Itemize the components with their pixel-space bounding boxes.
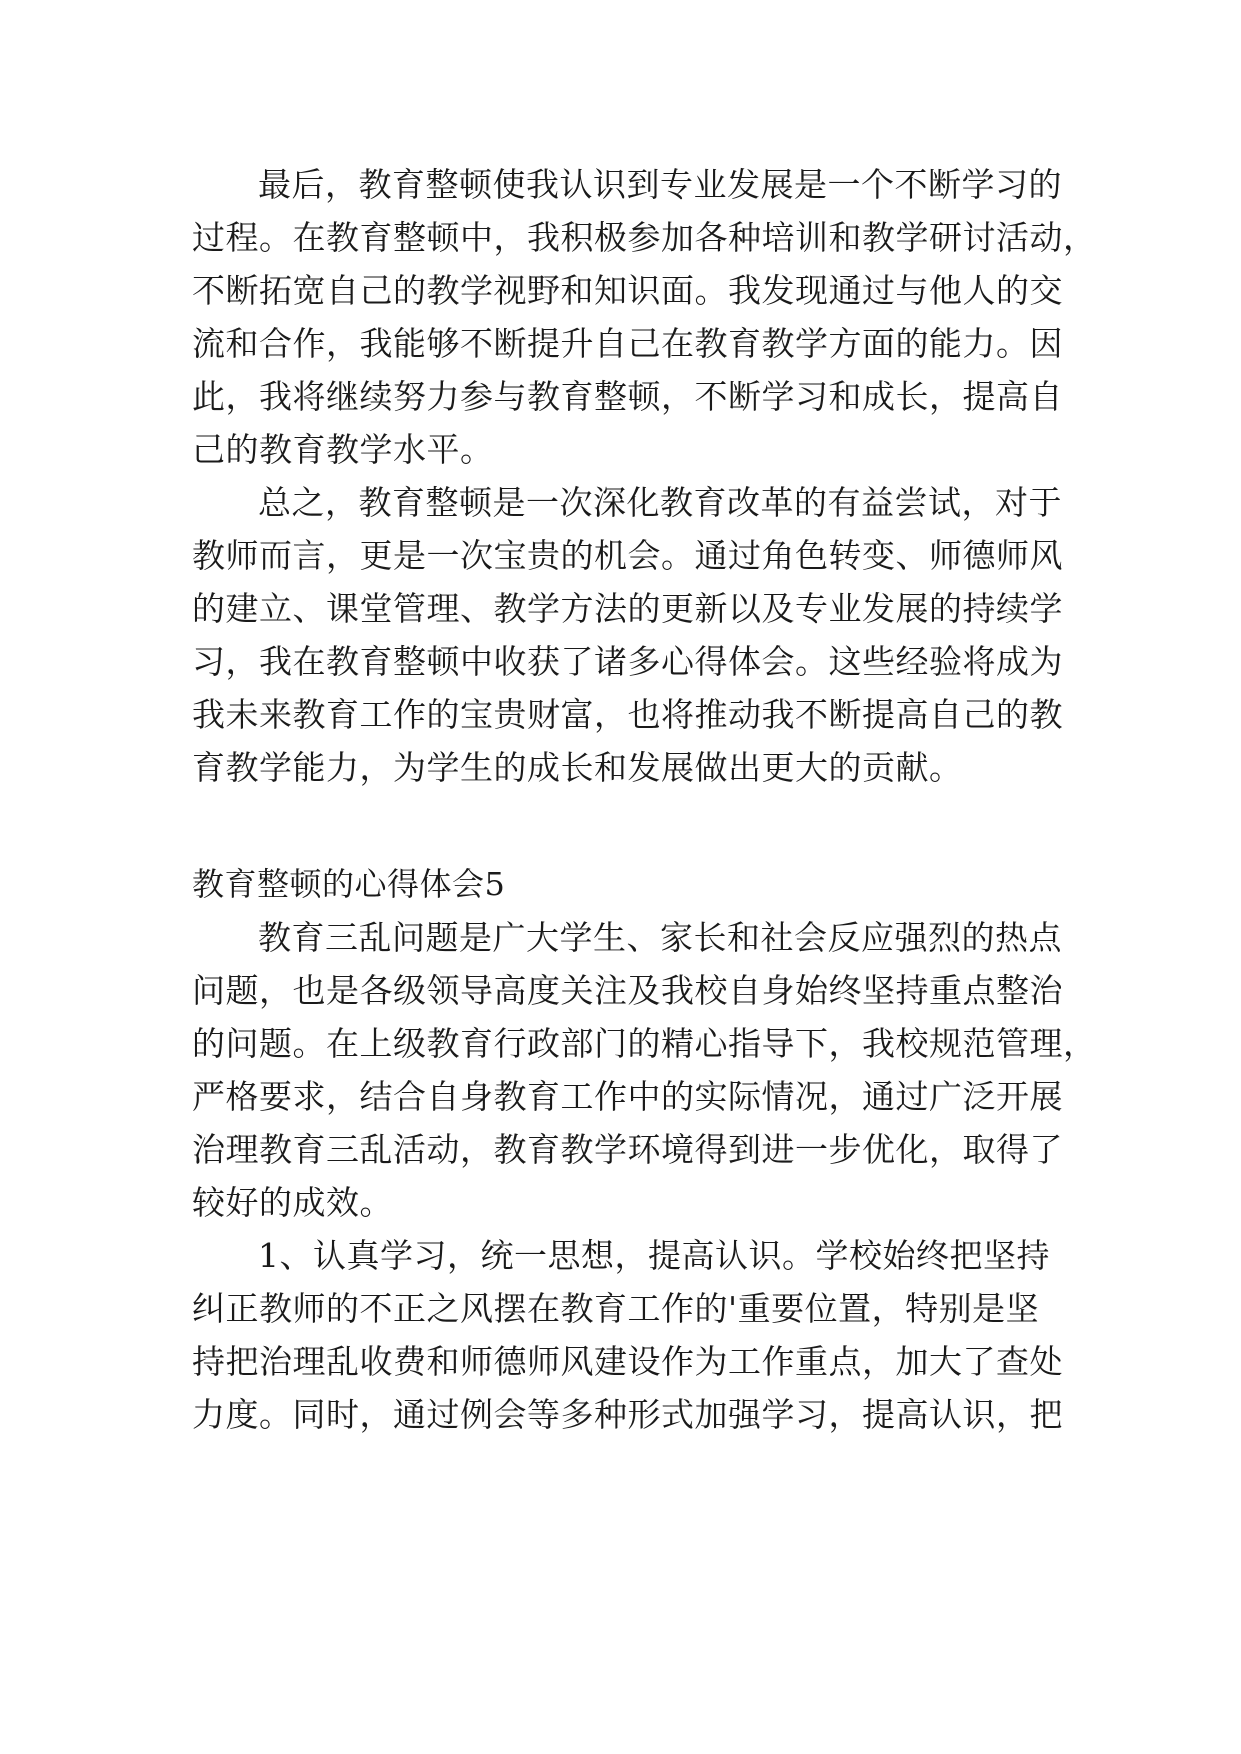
text-line: 问题，也是各级领导高度关注及我校自身始终坚持重点整治 xyxy=(192,971,1063,1010)
text-line: 总之，教育整顿是一次深化教育改革的有益尝试，对于 xyxy=(258,483,1062,522)
text-line: 此，我将继续努力参与教育整顿，不断学习和成长，提高自 xyxy=(192,377,1063,416)
text-line: 纠正教师的不正之风摆在教育工作的'重要位置，特别是坚 xyxy=(192,1289,1040,1328)
text-line: 力度。同时，通过例会等多种形式加强学习，提高认识，把 xyxy=(192,1395,1063,1434)
section-heading: 教育整顿的心得体会5 xyxy=(192,865,506,903)
text-line: 教师而言，更是一次宝贵的机会。通过角色转变、师德师风 xyxy=(192,536,1063,575)
text-line: 的问题。在上级教育行政部门的精心指导下，我校规范管理， xyxy=(192,1024,1097,1063)
text-line: 治理教育三乱活动，教育教学环境得到进一步优化，取得了 xyxy=(192,1130,1063,1169)
text-line: 严格要求，结合自身教育工作中的实际情况，通过广泛开展 xyxy=(192,1077,1063,1116)
text-line: 流和合作，我能够不断提升自己在教育教学方面的能力。因 xyxy=(192,324,1063,363)
text-line: 的建立、课堂管理、教学方法的更新以及专业发展的持续学 xyxy=(192,589,1063,628)
text-line: 最后，教育整顿使我认识到专业发展是一个不断学习的 xyxy=(258,165,1062,204)
text-line: 育教学能力，为学生的成长和发展做出更大的贡献。 xyxy=(192,748,963,787)
text-line: 不断拓宽自己的教学视野和知识面。我发现通过与他人的交 xyxy=(192,271,1063,310)
text-line: 我未来教育工作的宝贵财富，也将推动我不断提高自己的教 xyxy=(192,695,1063,734)
text-line: 过程。在教育整顿中，我积极参加各种培训和教学研讨活动， xyxy=(192,218,1097,257)
text-line: 习，我在教育整顿中收获了诸多心得体会。这些经验将成为 xyxy=(192,642,1063,681)
text-line: 较好的成效。 xyxy=(192,1183,393,1222)
text-line: 1、认真学习，统一思想，提高认识。学校始终把坚持 xyxy=(258,1236,1050,1275)
text-line: 教育三乱问题是广大学生、家长和社会反应强烈的热点 xyxy=(258,918,1062,957)
text-line: 持把治理乱收费和师德师风建设作为工作重点，加大了查处 xyxy=(192,1342,1063,1381)
text-line: 己的教育教学水平。 xyxy=(192,430,494,469)
